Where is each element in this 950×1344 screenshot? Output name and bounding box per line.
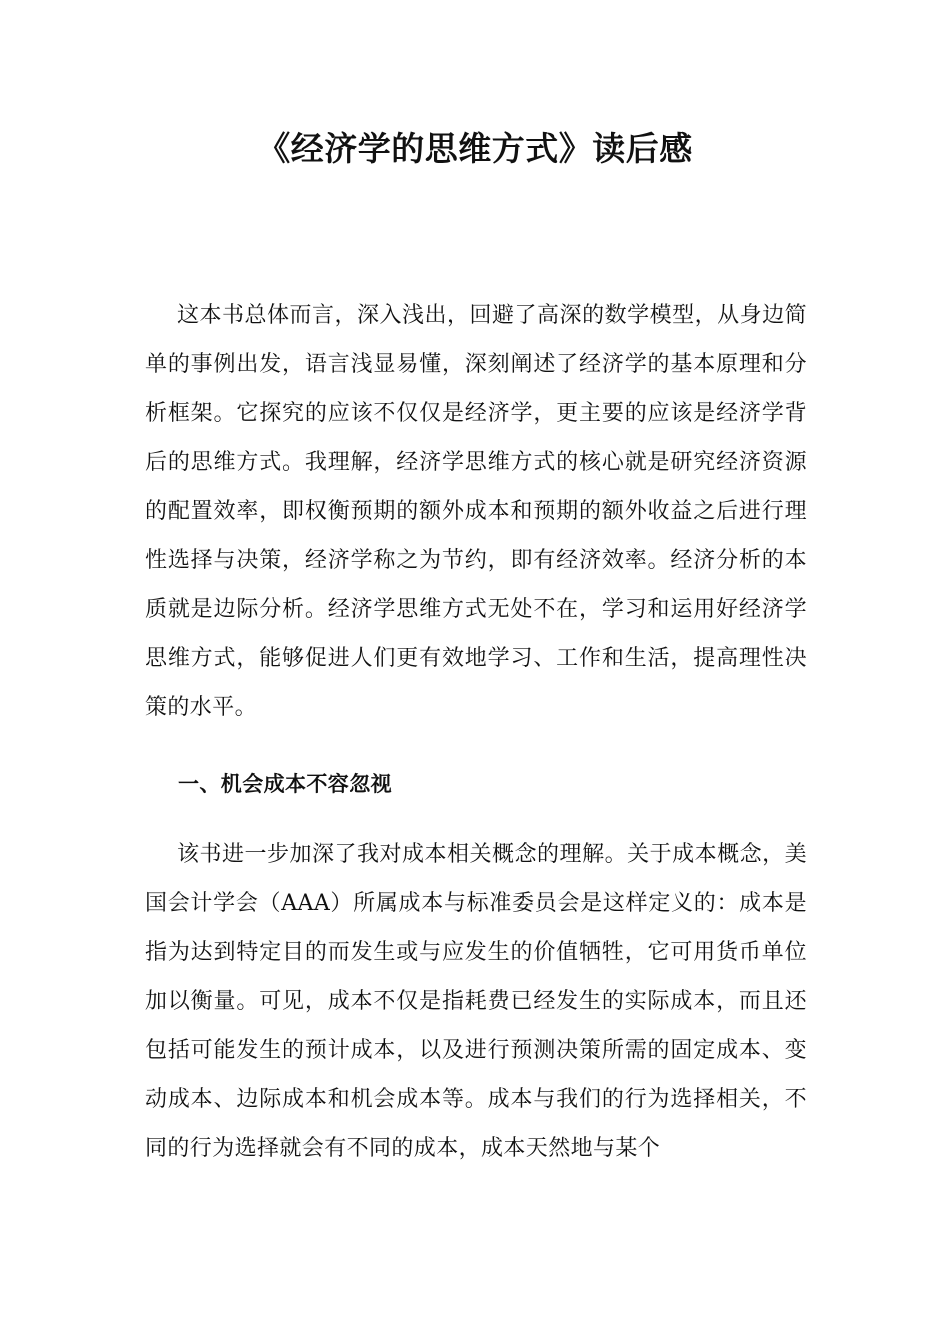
body-paragraph: 该书进一步加深了我对成本相关概念的理解。关于成本概念，美国会计学会（AAA）所属成本与标准委员会是这样定义的：成本是指为达到特定目的而发生或与应发生的价值牺牲，它可用货币单位加以衡量。可见，成本不仅是指耗费已经发生的实际成本，而且还包括可能发生的预计成本，以及进行预测决策所需的固定成本、变动成本、边际成本和机会成本等。成本与我们的行为选择相关，不同的行为选择就会有不同的成本，成本天然地与某个 [145, 842, 807, 1161]
intro-paragraph: 这本书总体而言，深入浅出，回避了高深的数学模型，从身边简单的事例出发，语言浅显易懂，深刻阐述了经济学的基本原理和分析框架。它探究的应该不仅仅是经济学，更主要的应该是经济学背后的思维方式。我理解，经济学思维方式的核心就是研究经济资源的配置效率，即权衡预期的额外成本和预期的额外收益之后进行理性选择与决策，经济学称之为节约，即有经济效率。经济分析的本质就是边际分析。经济学思维方式无处不在，学习和运用好经济学思维方式，能够促进人们更有效地学习、工作和生活，提高理性决策的水平。 [145, 303, 807, 720]
section-heading: 一、机会成本不容忽视 [178, 772, 392, 796]
document-title: 《经济学的思维方式》读后感 [257, 129, 693, 168]
